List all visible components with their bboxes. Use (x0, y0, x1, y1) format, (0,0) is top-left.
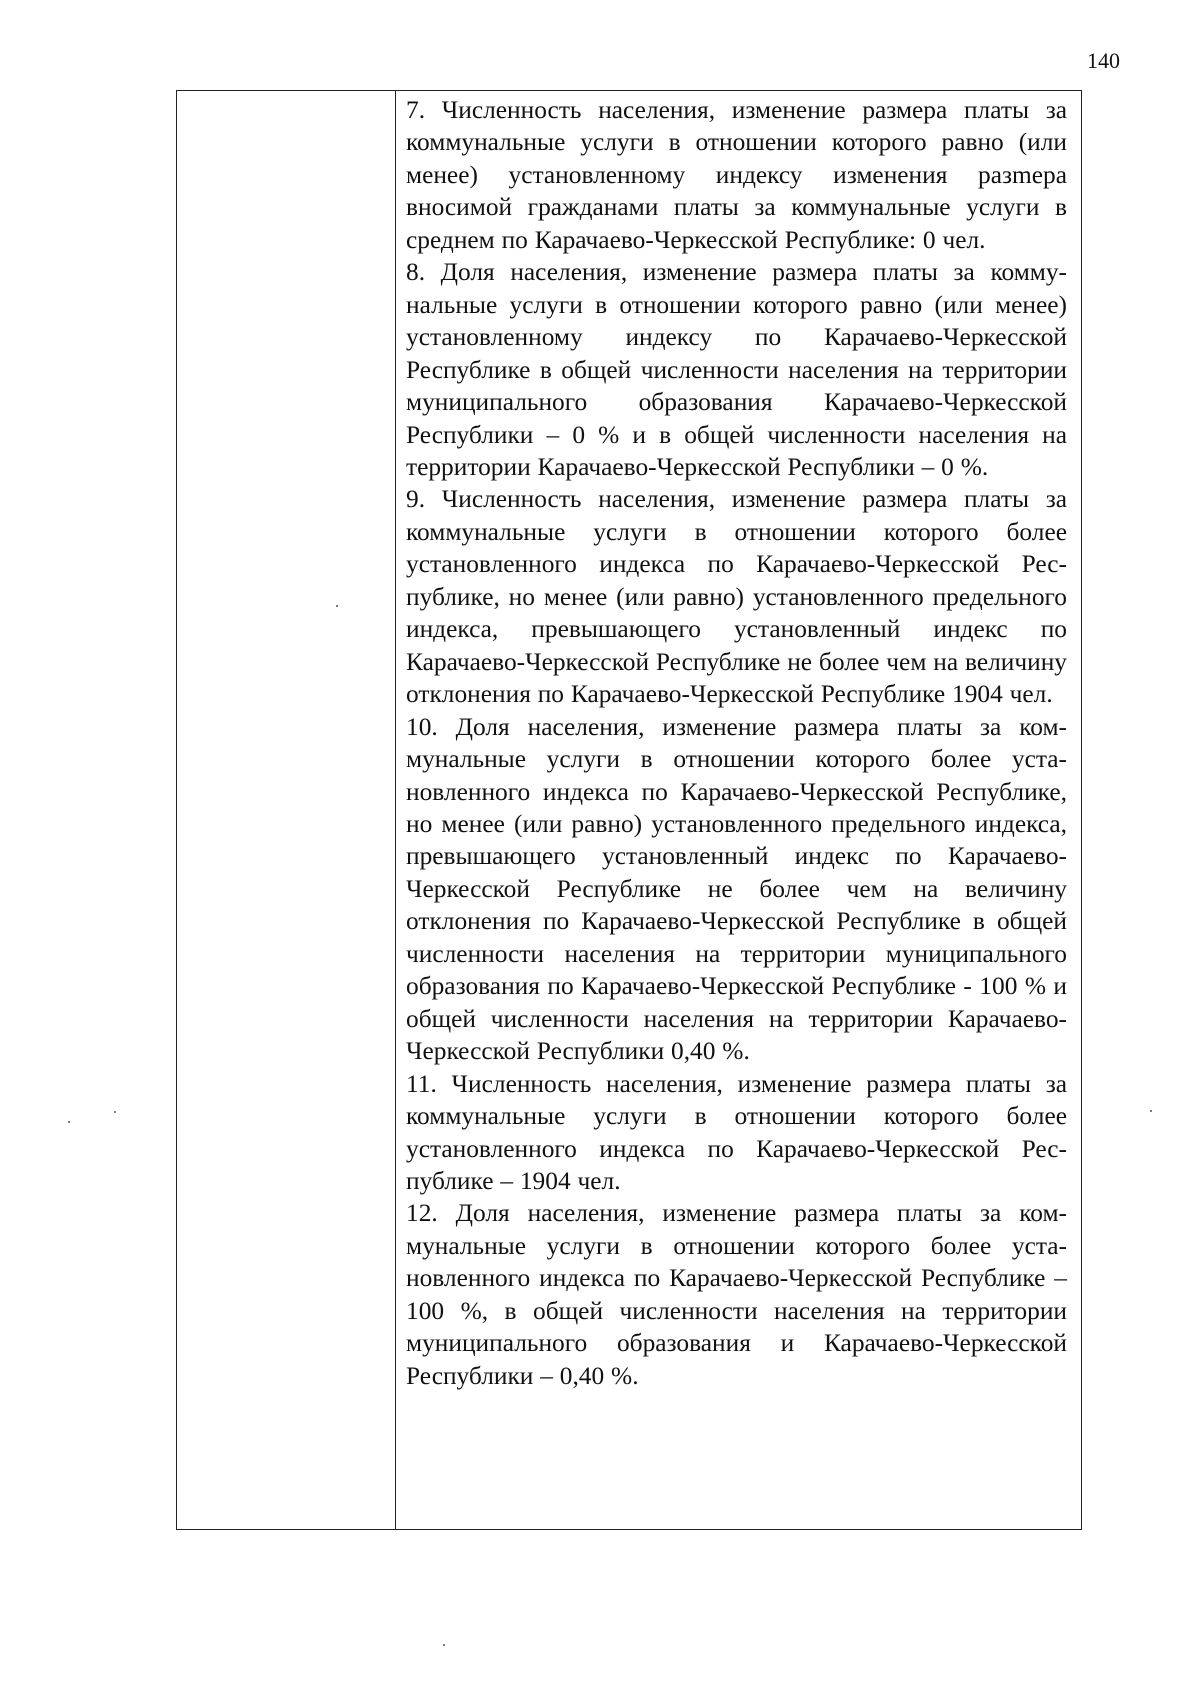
item-10-paragraph: 10. Доля населения, изменение размера платы за коммунальные услуги в отношении которого более установленного индекса по Карачаево-Черкесской Республике, но менее (или равно) установленного предельного индекса, превышающего установленный индекс по Карачаево-Черкесской Республике не более чем на величину отклонения по Карачаево-Черкесской Республике в общей численности населения на территории муниципального образования по Карачаево-Черкесской Республике - 100 % и общей численности населения на территории Карачаево-Черкесской Республики 0,40 %. (406, 712, 1067, 1066)
document-table (176, 90, 1082, 1530)
item-11-paragraph: 11. Численность населения, изменение размера платы за коммунальные услуги в отношении которого более установленного индекса по Карачаево-Черкесской Республике – 1904 чел. (406, 1069, 1067, 1195)
scan-speck (68, 1121, 70, 1123)
item-7-paragraph: 7. Численность населения, изменение размера платы за коммунальные услуги в отношении которого равно (или менее) установленному индексу изменения разmера вносимой гражданами платы за коммунальные услуги в среднем по Карачаево-Черкесской Республике: 0 чел. (406, 96, 1067, 254)
item-9-paragraph: 9. Численность населения, изменение размера платы за коммунальные услуги в отношении которого более установленного индекса по Карачаево-Черкесской Республике, но менее (или равно) установленного предельного индекса, превышающего установленный индекс по Карачаево-Черкесской Республике не более чем на величину отклонения по Карачаево-Черкесской Республике 1904 чел. (406, 485, 1067, 709)
page-number: 140 (1087, 48, 1120, 73)
scan-speck (336, 605, 338, 607)
scan-speck (1150, 1110, 1152, 1112)
scan-speck (443, 1644, 445, 1646)
scan-speck (114, 1111, 116, 1113)
table-right-cell (396, 91, 1081, 1529)
table-left-cell (177, 91, 396, 1529)
item-8-paragraph: 8. Доля населения, изменение размера платы за коммунальные услуги в отношении которого равно (или менее) установленному индексу по Карачаево-Черкесской Республике в общей численности населения на территории муниципального образования Карачаево-Черкесской Республики – 0 % и в общей численности населения на территории Карачаево-Черкесской Республики – 0 %. (406, 258, 1067, 481)
item-12-paragraph: 12. Доля населения, изменение размера платы за коммунальные услуги в отношении которого более установленного индекса по Карачаево-Черкесской Республике – 100 %, в общей численности населения на территории муниципального образования и Карачаево-Черкесской Республики – 0,40 %. (406, 1199, 1067, 1390)
